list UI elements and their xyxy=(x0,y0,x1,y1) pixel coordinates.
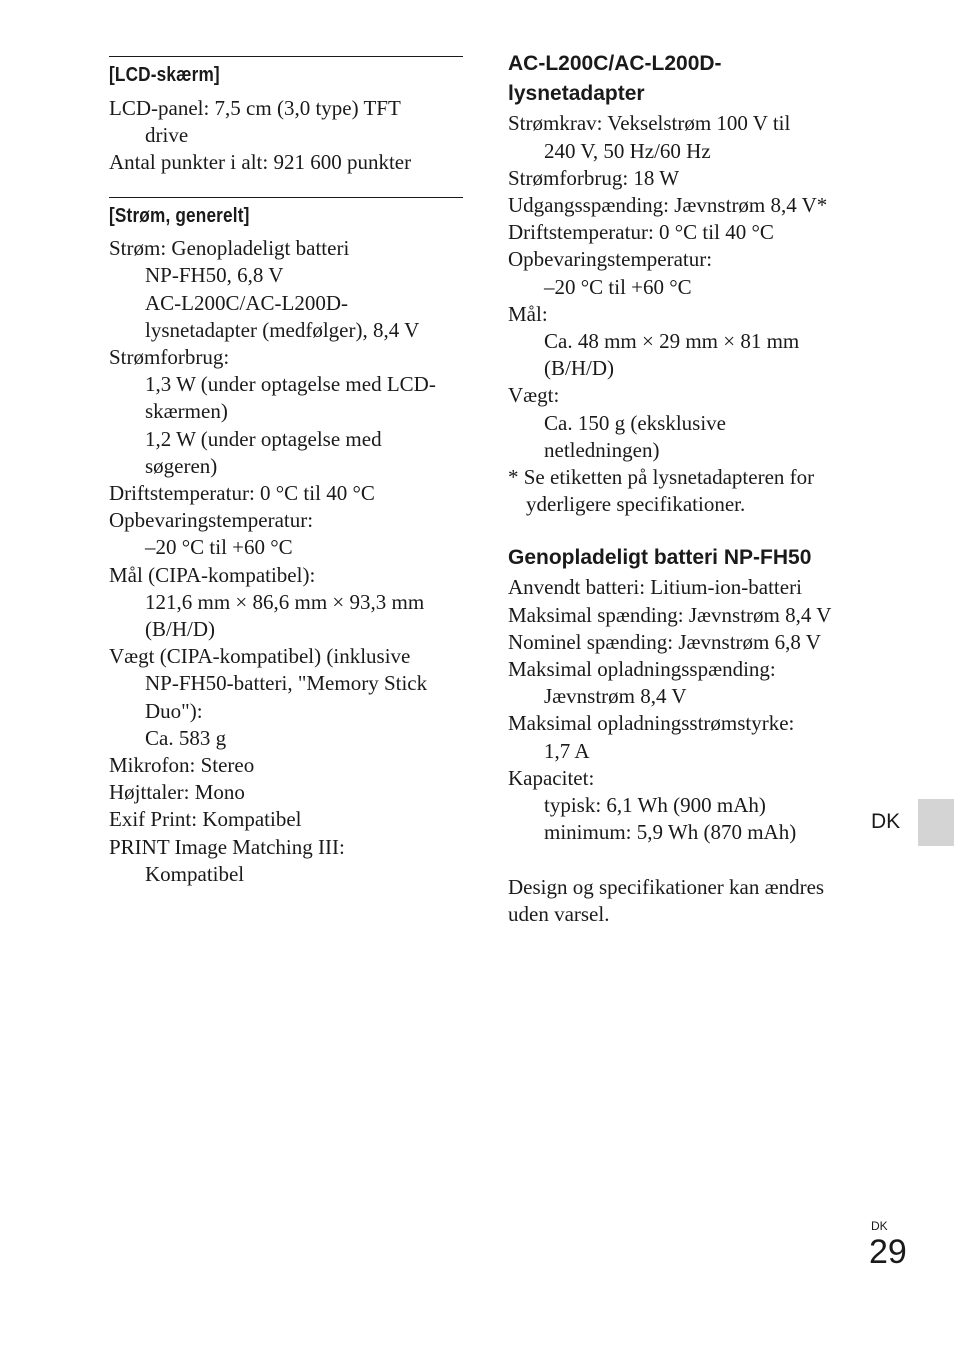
spec-line: Strøm: Genopladeligt batteri xyxy=(109,236,350,260)
spec-line: Anvendt batteri: Litium-ion-batteri xyxy=(508,575,802,599)
spec-line: Nominel spænding: Jævnstrøm 6,8 V xyxy=(508,630,821,654)
spec-line: Maksimal opladningsstrømstyrke: xyxy=(508,711,795,735)
spec-line: Maksimal spænding: Jævnstrøm 8,4 V xyxy=(508,603,832,627)
spec-line: Kompatibel xyxy=(145,862,245,886)
section-divider xyxy=(109,56,463,57)
spec-line: 240 V, 50 Hz/60 Hz xyxy=(544,139,711,163)
footnote-line: * Se etiketten på lysnetadapteren for xyxy=(508,465,815,489)
power-section-heading: [Strøm, generelt] xyxy=(109,205,250,227)
spec-line: Vægt (CIPA-kompatibel) (inklusive xyxy=(109,644,411,668)
adapter-section-heading-cont: lysnetadapter xyxy=(508,82,645,105)
language-tab-label: DK xyxy=(871,810,901,833)
spec-line: drive xyxy=(145,123,189,147)
notice-line: Design og specifikationer kan ændres xyxy=(508,875,825,899)
spec-line: Antal punkter i alt: 921 600 punkter xyxy=(109,150,412,174)
spec-line: Højttaler: Mono xyxy=(109,780,245,804)
spec-line: Strømforbrug: xyxy=(109,345,230,369)
spec-line: netledningen) xyxy=(544,438,660,462)
spec-line: –20 °C til +60 °C xyxy=(544,275,692,299)
spec-line: typisk: 6,1 Wh (900 mAh) xyxy=(544,793,766,817)
spec-line: Exif Print: Kompatibel xyxy=(109,807,302,831)
spec-line: –20 °C til +60 °C xyxy=(145,535,293,559)
language-tab-marker xyxy=(918,799,954,846)
spec-line: (B/H/D) xyxy=(544,356,614,380)
battery-section-heading: Genopladeligt batteri NP-FH50 xyxy=(508,546,812,569)
spec-line: Jævnstrøm 8,4 V xyxy=(544,684,687,708)
spec-line: skærmen) xyxy=(145,399,228,423)
spec-line: 1,7 A xyxy=(544,739,590,763)
spec-line: AC-L200C/AC-L200D- xyxy=(145,291,348,315)
spec-line: Vægt: xyxy=(508,383,560,407)
spec-line: 1,2 W (under optagelse med xyxy=(145,427,382,451)
page-number: 29 xyxy=(869,1233,907,1271)
spec-line: Strømforbrug: 18 W xyxy=(508,166,680,190)
spec-line: Kapacitet: xyxy=(508,766,595,790)
lcd-section-heading: [LCD-skærm] xyxy=(109,64,220,86)
spec-line: Ca. 48 mm × 29 mm × 81 mm xyxy=(544,329,800,353)
section-divider xyxy=(109,197,463,198)
adapter-section-heading: AC-L200C/AC-L200D- xyxy=(508,52,722,75)
spec-line: Opbevaringstemperatur: xyxy=(508,247,713,271)
spec-line: Maksimal opladningsspænding: xyxy=(508,657,776,681)
spec-line: Ca. 583 g xyxy=(145,726,227,750)
spec-line: 121,6 mm × 86,6 mm × 93,3 mm xyxy=(145,590,425,614)
spec-line: minimum: 5,9 Wh (870 mAh) xyxy=(544,820,797,844)
spec-line: NP-FH50, 6,8 V xyxy=(145,263,284,287)
spec-line: Mål: xyxy=(508,302,548,326)
spec-line: Udgangsspænding: Jævnstrøm 8,4 V* xyxy=(508,193,828,217)
spec-line: Driftstemperatur: 0 °C til 40 °C xyxy=(508,220,774,244)
spec-line: Opbevaringstemperatur: xyxy=(109,508,314,532)
spec-line: NP-FH50-batteri, "Memory Stick xyxy=(145,671,428,695)
spec-line: Ca. 150 g (eksklusive xyxy=(544,411,726,435)
spec-line: PRINT Image Matching III: xyxy=(109,835,345,859)
spec-line: 1,3 W (under optagelse med LCD- xyxy=(145,372,436,396)
spec-line: Mikrofon: Stereo xyxy=(109,753,255,777)
spec-line: Strømkrav: Vekselstrøm 100 V til xyxy=(508,111,791,135)
spec-line: Mål (CIPA-kompatibel): xyxy=(109,563,316,587)
spec-line: lysnetadapter (medfølger), 8,4 V xyxy=(145,318,420,342)
spec-line: LCD-panel: 7,5 cm (3,0 type) TFT xyxy=(109,96,401,120)
page-language-code: DK xyxy=(871,1219,888,1233)
footnote-line: yderligere specifikationer. xyxy=(526,492,746,516)
spec-line: (B/H/D) xyxy=(145,617,215,641)
spec-line: Duo"): xyxy=(145,699,203,723)
spec-line: Driftstemperatur: 0 °C til 40 °C xyxy=(109,481,375,505)
spec-line: søgeren) xyxy=(145,454,218,478)
notice-line: uden varsel. xyxy=(508,902,610,926)
